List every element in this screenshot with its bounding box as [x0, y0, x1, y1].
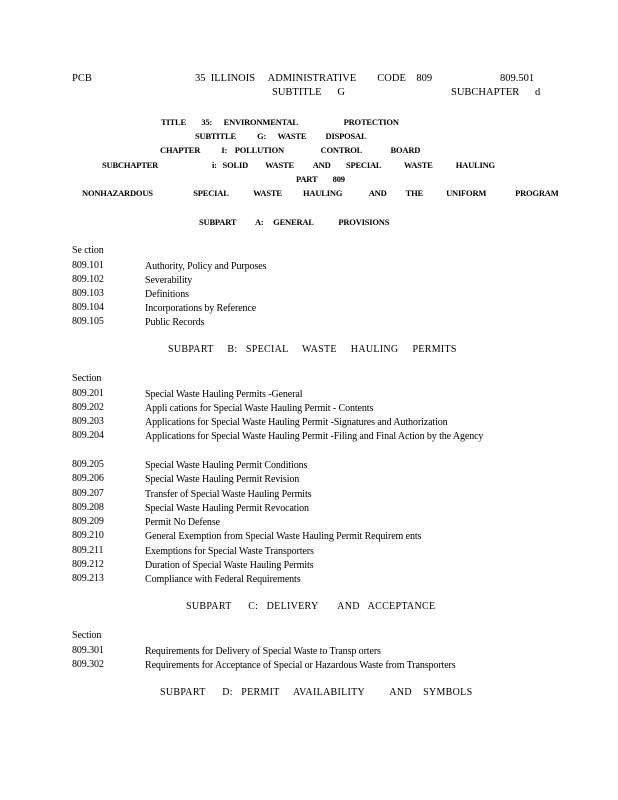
toc-row — [72, 530, 532, 544]
toc-row — [72, 659, 532, 673]
toc-row — [72, 516, 532, 530]
toc-row — [72, 645, 532, 659]
section-title: Applications for Special Waste Hauling Permit -Filing and Final Action by the Agency — [145, 431, 484, 442]
section-number: 809.204 — [72, 430, 104, 441]
section-number: 809.104 — [72, 302, 104, 313]
section-title: Definitions — [145, 289, 189, 300]
section-title: Duration of Special Waste Hauling Permits — [145, 560, 314, 571]
title-line-3: CHAPTER I: POLLUTION CONTROL BOARD — [160, 145, 421, 155]
section-number: 809.211 — [72, 545, 104, 556]
toc-row — [72, 316, 532, 330]
section-number: 809.208 — [72, 502, 104, 513]
section-title: Public Records — [145, 317, 205, 328]
title-line-2: SUBTITLE G: WASTE DISPOSAL — [195, 131, 367, 141]
section-title: Requirements for Delivery of Special Waste to Transp orters — [145, 646, 381, 657]
section-number: 809.301 — [72, 645, 104, 656]
header-right-line1: 809.501 — [500, 73, 535, 84]
section-title: Permit No Defense — [145, 517, 220, 528]
section-title: General Exemption from Special Waste Hauling Permit Requirem ents — [145, 531, 422, 542]
toc-row — [72, 288, 532, 302]
header-right-line2: SUBCHAPTER d — [451, 87, 541, 98]
header-center-line2: SUBTITLE G — [272, 87, 345, 98]
title-line-4: SUBCHAPTER i: SOLID WASTE AND SPECIAL WASTE HAULING — [102, 160, 495, 170]
section-title: Transfer of Special Waste Hauling Permits — [145, 489, 312, 500]
section-title: Special Waste Hauling Permit Conditions — [145, 460, 308, 471]
subpart-c-heading: SUBPART C: DELIVERY AND ACCEPTANCE — [186, 601, 436, 612]
section-title: Requirements for Acceptance of Special or Hazardous Waste from Transporters — [145, 660, 456, 671]
toc-row — [72, 302, 532, 316]
title-line-5: PART 809 — [296, 174, 345, 184]
section-title: Severability — [145, 275, 193, 286]
toc-row — [72, 488, 532, 502]
section-number: 809.201 — [72, 388, 104, 399]
title-line-7: SUBPART A: GENERAL PROVISIONS — [199, 217, 390, 227]
section-number: 809.210 — [72, 530, 104, 541]
toc-row — [72, 502, 532, 516]
section-number: 809.103 — [72, 288, 104, 299]
section-number: 809.206 — [72, 473, 104, 484]
section-title: Authority, Policy and Purposes — [145, 261, 267, 272]
section-title: Incorporations by Reference — [145, 303, 257, 314]
toc-row — [72, 402, 532, 416]
section-title: Exemptions for Special Waste Transporters — [145, 546, 314, 557]
section-number: 809.202 — [72, 402, 104, 413]
section-title: Special Waste Hauling Permit Revocation — [145, 503, 309, 514]
section-title: Compliance with Federal Requirements — [145, 574, 301, 585]
toc-row — [72, 430, 532, 458]
title-line-1: TITLE 35: ENVIRONMENTAL PROTECTION — [161, 117, 399, 127]
section-number: 809.203 — [72, 416, 104, 427]
section-number: 809.212 — [72, 559, 104, 570]
toc-row — [72, 545, 532, 559]
header-center-line1: 35 ILLINOIS ADMINISTRATIVE CODE 809 — [195, 73, 433, 84]
section-label-c: Section — [72, 630, 102, 641]
toc-row — [72, 274, 532, 288]
section-label-a: Se ction — [72, 245, 104, 256]
section-number: 809.105 — [72, 316, 104, 327]
section-number: 809.102 — [72, 274, 104, 285]
toc-row — [72, 459, 532, 473]
toc-row — [72, 260, 532, 274]
section-title: Appli cations for Special Waste Hauling Permit - Contents — [145, 403, 374, 414]
section-title: Special Waste Hauling Permits -General — [145, 389, 303, 400]
section-number: 809.205 — [72, 459, 104, 470]
section-title: Applications for Special Waste Hauling Permit -Signatures and Authorization — [145, 417, 448, 428]
toc-row — [72, 559, 532, 573]
subpart-b-heading: SUBPART B: SPECIAL WASTE HAULING PERMITS — [168, 344, 457, 355]
subpart-d-heading: SUBPART D: PERMIT AVAILABILITY AND SYMBOLS — [160, 687, 473, 698]
header-left: PCB — [72, 73, 92, 84]
section-number: 809.213 — [72, 573, 104, 584]
section-title: Special Waste Hauling Permit Revision — [145, 474, 300, 485]
section-number: 809.101 — [72, 260, 104, 271]
toc-row — [72, 388, 532, 402]
section-number: 809.207 — [72, 488, 104, 499]
section-number: 809.209 — [72, 516, 104, 527]
section-number: 809.302 — [72, 659, 104, 670]
toc-row — [72, 416, 532, 430]
toc-row — [72, 473, 532, 487]
title-line-6: NONHAZARDOUS SPECIAL WASTE HAULING AND THE UNIFORM PROGRAM — [82, 188, 559, 198]
section-label-b: Section — [72, 373, 102, 384]
toc-row — [72, 573, 532, 587]
